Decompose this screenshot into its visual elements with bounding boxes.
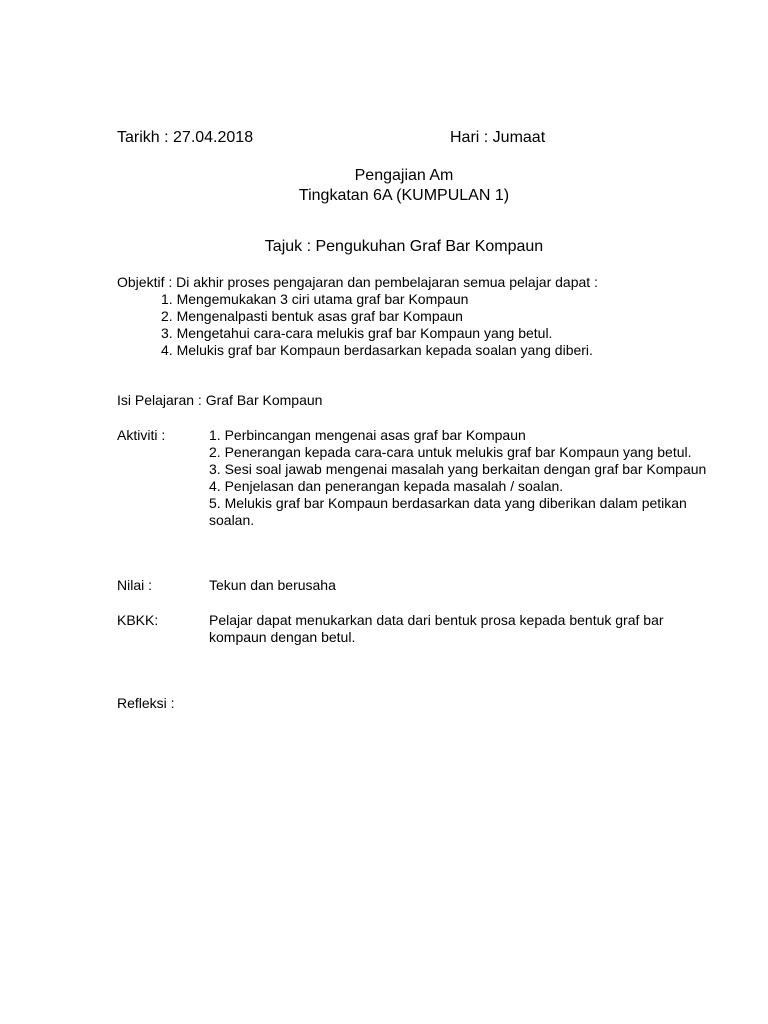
reflection-label: Refleksi : bbox=[117, 695, 175, 711]
day-label: Hari : Jumaat bbox=[450, 129, 546, 146]
objective-item: 3. Mengetahui cara-cara melukis graf bar Kompaun yang betul. bbox=[161, 325, 553, 341]
activity-item: 2. Penerangan kepada cara-cara untuk melukis graf bar Kompaun yang betul. bbox=[209, 444, 692, 460]
objective-item: 1. Mengemukakan 3 ciri utama graf bar Kompaun bbox=[161, 291, 469, 307]
values-text: Tekun dan berusaha bbox=[209, 577, 336, 593]
kbkk-text: Pelajar dapat menukarkan data dari bentuk prosa kepada bentuk graf bar kompaun dengan betul. bbox=[209, 612, 664, 645]
objective-intro: Objektif : Di akhir proses pengajaran dan pembelajaran semua pelajar dapat : bbox=[117, 274, 598, 290]
lesson-content: Isi Pelajaran : Graf Bar Kompaun bbox=[117, 392, 323, 408]
objective-item: 4. Melukis graf bar Kompaun berdasarkan kepada soalan yang diberi. bbox=[161, 342, 593, 358]
kbkk-label: KBKK: bbox=[117, 612, 159, 628]
date-label: Tarikh : 27.04.2018 bbox=[117, 129, 254, 146]
activity-item: 1. Perbincangan mengenai asas graf bar Kompaun bbox=[209, 427, 526, 443]
activity-item: 3. Sesi soal jawab mengenai masalah yang berkaitan dengan graf bar Kompaun bbox=[209, 461, 707, 477]
activity-item: 5. Melukis graf bar Kompaun berdasarkan data yang diberikan dalam petikan soalan. bbox=[209, 495, 687, 528]
class-title: Tingkatan 6A (KUMPULAN 1) bbox=[298, 187, 510, 204]
objective-item: 2. Mengenalpasti bentuk asas graf bar Kompaun bbox=[161, 308, 463, 324]
values-label: Nilai : bbox=[117, 577, 153, 593]
topic-title: Tajuk : Pengukuhan Graf Bar Kompaun bbox=[264, 238, 544, 255]
activity-item: 4. Penjelasan dan penerangan kepada masalah / soalan. bbox=[209, 478, 564, 494]
activities-label: Aktiviti : bbox=[117, 427, 166, 443]
subject-title: Pengajian Am bbox=[354, 167, 454, 184]
activities-list bbox=[209, 427, 709, 529]
